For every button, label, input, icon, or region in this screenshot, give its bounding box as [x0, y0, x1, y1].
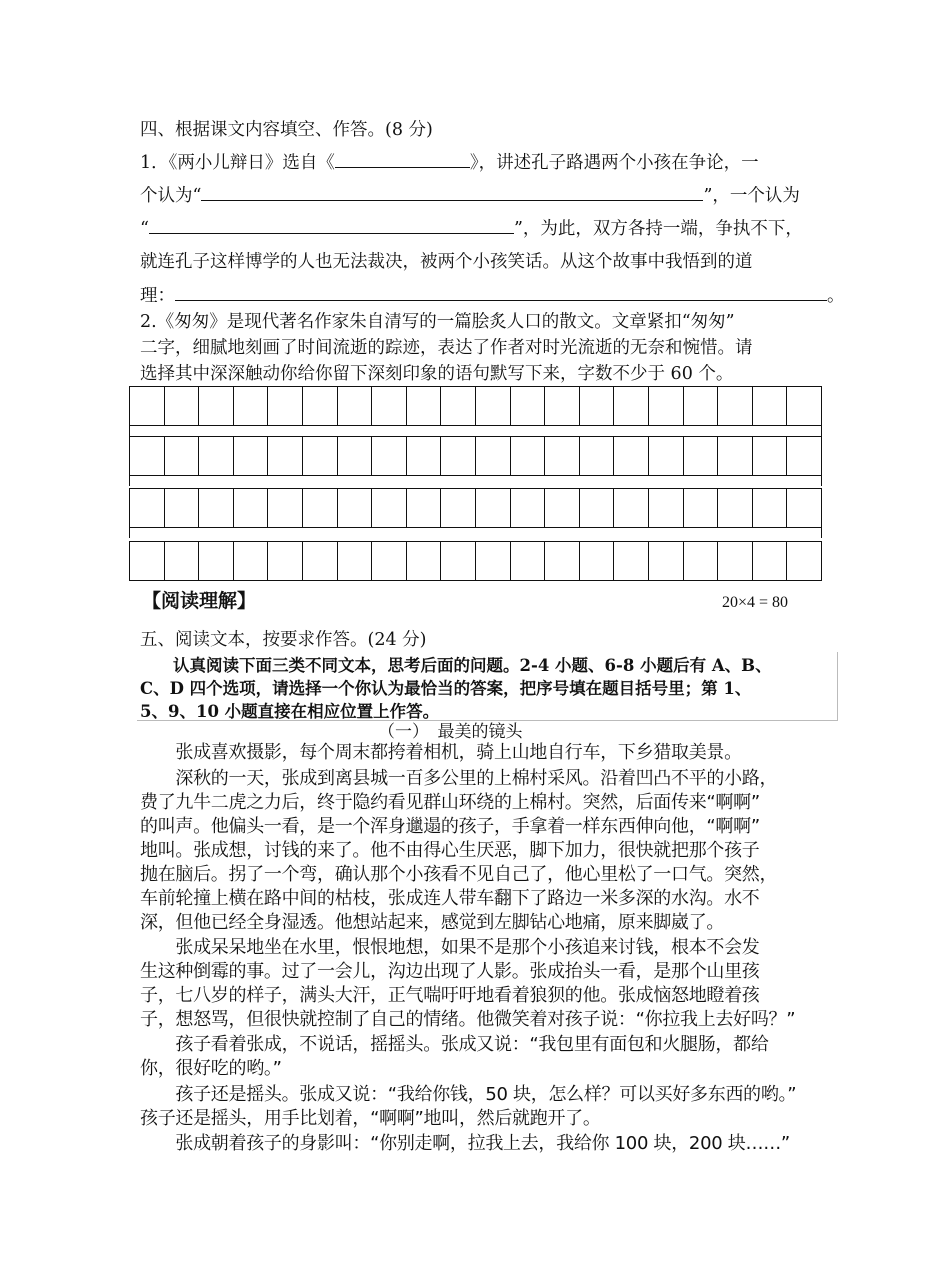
- grid-cell[interactable]: [372, 437, 407, 475]
- section4-heading: 四、根据课文内容填空、作答。(8 分): [140, 120, 433, 140]
- passage-line: 张成喜欢摄影，每个周末都挎着相机，骑上山地自行车，下乡猎取美景。: [140, 742, 742, 763]
- q1-line5: [140, 283, 845, 308]
- passage-title: （一） 最美的镜头: [378, 722, 523, 742]
- grid-cell[interactable]: [165, 387, 200, 425]
- grid-cell[interactable]: [545, 542, 580, 580]
- passage-line: 孩子看着张成，不说话，摇摇头。张成又说：“我包里有面包和火腿肠，都给: [140, 1034, 769, 1055]
- grid-cell[interactable]: [787, 542, 821, 580]
- passage-line: 子，想怒骂，但很快就控制了自己的情绪。他微笑着对孩子说：“你拉我上去好吗？”: [140, 1009, 796, 1030]
- grid-cell[interactable]: [580, 437, 615, 475]
- q1-line2-text-a: 个认为“: [140, 186, 202, 206]
- q1-line3-text-a: “: [140, 219, 149, 239]
- passage-line: 子，七八岁的样子，满头大汗，正气喘吁吁地看着狼狈的他。张成恼怒地瞪着孩: [140, 985, 760, 1006]
- blank-source-book[interactable]: [335, 150, 470, 168]
- grid-cell[interactable]: [649, 387, 684, 425]
- grid-cell[interactable]: [580, 489, 615, 527]
- grid-cell[interactable]: [303, 437, 338, 475]
- grid-cell[interactable]: [476, 542, 511, 580]
- grid-cell[interactable]: [199, 387, 234, 425]
- passage-line: 生这种倒霉的事。过了一会儿，沟边出现了人影。张成抬头一看，是那个山里孩: [140, 961, 760, 982]
- q2-line3: 选择其中深深触动你给你留下深刻印象的语句默写下来，字数不少于 60 个。: [140, 364, 734, 384]
- grid-cell[interactable]: [234, 437, 269, 475]
- q1-line1: [140, 150, 759, 175]
- grid-cell[interactable]: [753, 437, 788, 475]
- passage-line: 车前轮撞上横在路中间的枯枝，张成连人带车翻下了路边一米多深的水沟。水不: [140, 888, 760, 909]
- grid-cell[interactable]: [649, 489, 684, 527]
- grid-cell[interactable]: [234, 387, 269, 425]
- grid-cell[interactable]: [614, 542, 649, 580]
- grid-cell[interactable]: [372, 387, 407, 425]
- grid-cell[interactable]: [511, 437, 546, 475]
- grid-cell[interactable]: [441, 542, 476, 580]
- q1-line3-text-b: ”，为此，双方各持一端，争执不下，: [513, 219, 803, 239]
- grid-cell[interactable]: [787, 437, 821, 475]
- grid-cell[interactable]: [407, 437, 442, 475]
- grid-cell[interactable]: [268, 387, 303, 425]
- grid-note: 20×4 = 80: [722, 594, 789, 611]
- grid-cell[interactable]: [165, 542, 200, 580]
- grid-spacer: [129, 425, 822, 436]
- passage-line: 孩子还是摇头。张成又说：“我给你钱，50 块，怎么样？可以买好多东西的哟。”: [140, 1084, 797, 1105]
- grid-cell[interactable]: [372, 542, 407, 580]
- grid-cell[interactable]: [580, 542, 615, 580]
- passage-line: 张成呆呆地坐在水里，恨恨地想，如果不是那个小孩追来讨钱，根本不会发: [140, 937, 760, 958]
- grid-cell[interactable]: [441, 489, 476, 527]
- grid-cell[interactable]: [753, 489, 788, 527]
- grid-cell[interactable]: [580, 387, 615, 425]
- grid-cell[interactable]: [787, 489, 821, 527]
- grid-cell[interactable]: [511, 542, 546, 580]
- grid-cell[interactable]: [338, 542, 373, 580]
- grid-spacer: [129, 475, 822, 486]
- passage-line: 地叫。张成想，讨钱的来了。他不由得心生厌恶，脚下加力，很快就把那个孩子: [140, 840, 760, 861]
- grid-cell[interactable]: [407, 387, 442, 425]
- grid-cell[interactable]: [303, 542, 338, 580]
- q1-line1-text-b: 》，讲述孔子路遇两个小孩在争论，一: [469, 153, 759, 173]
- grid-cell[interactable]: [268, 437, 303, 475]
- grid-cell[interactable]: [649, 542, 684, 580]
- grid-cell[interactable]: [338, 437, 373, 475]
- grid-cell[interactable]: [753, 542, 788, 580]
- grid-cell[interactable]: [545, 437, 580, 475]
- grid-cell[interactable]: [476, 437, 511, 475]
- grid-cell[interactable]: [303, 387, 338, 425]
- grid-cell[interactable]: [614, 437, 649, 475]
- instruction-line-1: 认真阅读下面三类不同文本，思考后面的问题。2-4 小题、6-8 小题后有 A、B、: [140, 656, 772, 675]
- q1-line5-text-a: 理：: [140, 286, 175, 306]
- grid-cell[interactable]: [684, 542, 719, 580]
- passage-line: 张成朝着孩子的身影叫：“你别走啊，拉我上去，我给你 100 块，200 块……”: [140, 1133, 790, 1154]
- grid-cell[interactable]: [545, 387, 580, 425]
- grid-cell[interactable]: [718, 437, 753, 475]
- grid-row[interactable]: [129, 386, 822, 426]
- blank-first-child-view[interactable]: [201, 183, 703, 201]
- q1-line3: [140, 216, 803, 241]
- grid-cell[interactable]: [649, 437, 684, 475]
- grid-cell[interactable]: [718, 387, 753, 425]
- q1-line2: [140, 183, 800, 208]
- passage-line: 你，很好吃的哟。”: [140, 1058, 282, 1079]
- grid-cell[interactable]: [234, 542, 269, 580]
- grid-cell[interactable]: [614, 387, 649, 425]
- grid-cell[interactable]: [199, 542, 234, 580]
- grid-cell[interactable]: [130, 542, 165, 580]
- grid-row[interactable]: [129, 436, 822, 476]
- grid-cell[interactable]: [372, 489, 407, 527]
- blank-lesson-learned[interactable]: [175, 283, 827, 301]
- grid-cell[interactable]: [338, 489, 373, 527]
- grid-cell[interactable]: [545, 489, 580, 527]
- grid-cell[interactable]: [511, 489, 546, 527]
- grid-cell[interactable]: [130, 437, 165, 475]
- passage-line: 孩子还是摇头，用手比划着，“啊啊”地叫，然后就跑开了。: [140, 1108, 601, 1129]
- q1-line5-text-b: 。: [827, 286, 845, 306]
- grid-cell[interactable]: [130, 489, 165, 527]
- instruction-line-3: 5、9、10 小题直接在相应位置上作答。: [140, 702, 440, 721]
- grid-cell[interactable]: [234, 489, 269, 527]
- grid-cell[interactable]: [476, 387, 511, 425]
- instruction-line-2: C、D 四个选项，请选择一个你认为最恰当的答案，把序号填在题目括号里；第 1、: [140, 679, 752, 698]
- q1-line1-text-a: 1．《两小儿辩日》选自《: [140, 153, 335, 173]
- grid-cell[interactable]: [718, 489, 753, 527]
- passage-line: 深秋的一天，张成到离县城一百多公里的上棉村采风。沿着凹凸不平的小路，: [140, 768, 778, 789]
- grid-cell[interactable]: [407, 542, 442, 580]
- q1-line4: 就连孔子这样博学的人也无法裁决，被两个小孩笑话。从这个故事中我悟到的道: [140, 252, 753, 272]
- grid-cell[interactable]: [753, 387, 788, 425]
- grid-cell[interactable]: [165, 489, 200, 527]
- grid-cell[interactable]: [130, 387, 165, 425]
- q2-line1: 2.《匆匆》是现代著名作家朱自清写的一篇脍炙人口的散文。文章紧扣“匆匆”: [140, 312, 735, 332]
- grid-row[interactable]: [129, 541, 822, 581]
- grid-cell[interactable]: [268, 489, 303, 527]
- grid-cell[interactable]: [476, 489, 511, 527]
- q2-line2: 二字，细腻地刻画了时间流逝的踪迹，表达了作者对时光流逝的无奈和惋惜。请: [140, 338, 753, 358]
- grid-cell[interactable]: [441, 437, 476, 475]
- section5-heading: 五、阅读文本，按要求作答。(24 分): [140, 630, 427, 650]
- grid-cell[interactable]: [165, 437, 200, 475]
- grid-cell[interactable]: [614, 489, 649, 527]
- grid-cell[interactable]: [303, 489, 338, 527]
- grid-cell[interactable]: [684, 437, 719, 475]
- grid-cell[interactable]: [718, 542, 753, 580]
- grid-cell[interactable]: [511, 387, 546, 425]
- grid-cell[interactable]: [684, 387, 719, 425]
- passage-line: 的叫声。他偏头一看，是一个浑身邋遢的孩子，手拿着一样东西伸向他，“啊啊”: [140, 816, 760, 837]
- grid-row[interactable]: [129, 488, 822, 528]
- grid-cell[interactable]: [199, 437, 234, 475]
- reading-header: 【阅读理解】: [142, 590, 257, 612]
- grid-spacer: [129, 527, 822, 538]
- grid-cell[interactable]: [441, 387, 476, 425]
- passage-line: 深，但他已经全身湿透。他想站起来，感觉到左脚钻心地痛，原来脚崴了。: [140, 912, 725, 933]
- grid-cell[interactable]: [407, 489, 442, 527]
- blank-second-child-view[interactable]: [149, 216, 514, 234]
- grid-cell[interactable]: [199, 489, 234, 527]
- grid-cell[interactable]: [268, 542, 303, 580]
- grid-cell[interactable]: [684, 489, 719, 527]
- q1-line2-text-b: ”，一个认为: [703, 186, 800, 206]
- passage-line: 抛在脑后。拐了一个弯，确认那个小孩看不见自己了，他心里松了一口气。突然，: [140, 864, 778, 885]
- grid-cell[interactable]: [787, 387, 821, 425]
- grid-cell[interactable]: [338, 387, 373, 425]
- passage-line: 费了九牛二虎之力后，终于隐约看见群山环绕的上棉村。突然，后面传来“啊啊”: [140, 792, 760, 813]
